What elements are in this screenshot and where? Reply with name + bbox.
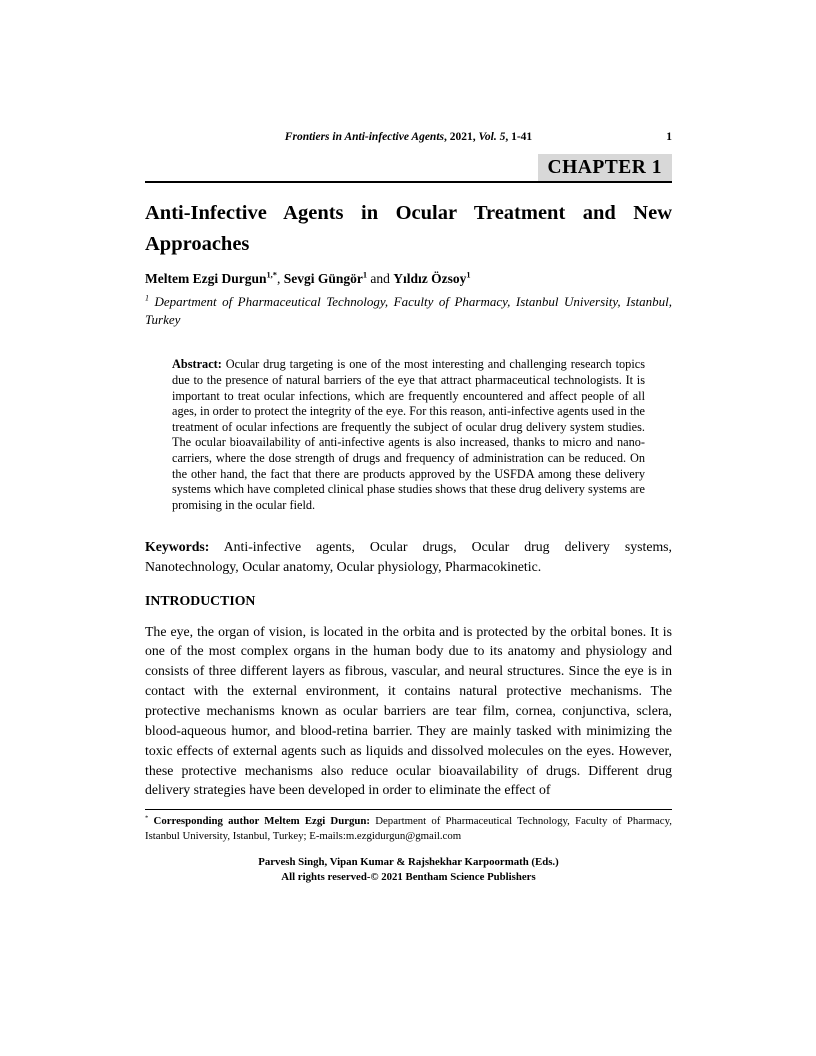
- journal-pages: , 1-41: [505, 131, 533, 143]
- keywords-text: Anti-infective agents, Ocular drugs, Ocular drug delivery systems, Nanotechnology, Ocular anatomy, Ocular physiology, Pharmacokinetic.: [145, 538, 672, 574]
- introduction-paragraph: The eye, the organ of vision, is located in the orbita and is protected by the orbital bones. It is one of the most complex organs in the human body due to its anatomy and physiology and consists of three different layers as fibrous, vascular, and neural structures. Since the eye is in contact with the external environment, it contains natural protective mechanisms. The protective mechanisms known as ocular barriers are tear film, cornea, conjunctiva, sclera, blood-aqueous humor, and blood-retina barrier. They are mainly tasked with minimizing the toxic effects of external agents such as liquids and dissolved molecules on the eyes. However, these protective mechanisms also reduce ocular bioavailability of drugs. Different drug delivery strategies have been developed in order to eliminate the effect of: [145, 623, 672, 798]
- chapter-banner-row: [145, 154, 672, 183]
- editors-line: Parvesh Singh, Vipan Kumar & Rajshekhar Karpoormath (Eds.): [258, 856, 559, 869]
- author-3: Yıldız Özsoy: [393, 271, 467, 287]
- corresponding-author-footnote: [145, 810, 672, 843]
- abstract-label: Abstract:: [172, 357, 222, 372]
- article-title: Anti-Infective Agents in Ocular Treatment and New Approaches: [145, 202, 672, 256]
- author-line: [145, 271, 672, 287]
- footnote-text: Department of Pharmaceutical Technology, Faculty of Pharmacy, Istanbul University, Istanbul, Turkey; E-mails:m.ezgidurgun@gmail.com: [145, 815, 672, 842]
- keywords: [145, 537, 672, 577]
- section-heading-introduction: INTRODUCTION: [145, 592, 256, 608]
- journal-citation: [175, 131, 642, 143]
- journal-volume: Vol. 5: [478, 131, 506, 143]
- author-2-affmark: 1: [362, 270, 368, 280]
- affiliation-mark: 1: [145, 293, 150, 303]
- publisher-footer: [145, 855, 672, 884]
- affiliation: [145, 293, 672, 328]
- text-block: [145, 0, 672, 884]
- author-separator: ,: [276, 271, 284, 287]
- copyright-line: All rights reserved-© 2021 Bentham Science Publishers: [281, 870, 536, 883]
- abstract-text: Ocular drug targeting is one of the most interesting and challenging research topics due to the presence of natural barriers of the eye that attract pharmaceutical technologists. It is important to treat ocular infections, which are frequently encountered and affect people of all ages, in order to protect the integrity of the eye. For this reason, anti-infective agents used in the treatment of ocular infections are frequently the subject of ocular drug delivery system studies. The ocular bioavailability of anti-infective agents is also increased, thanks to micro and nano-carriers, where the dose strength of drugs and frequency of administration can be reduced. On the other hand, the fact that there are products approved by the USFDA among these delivery systems which have completed clinical phase studies shows that these drug delivery systems are promising in the ocular field.: [172, 357, 645, 512]
- author-conjunction: and: [367, 271, 394, 287]
- footnote-marker: *: [145, 814, 149, 822]
- journal-title: Frontiers in Anti-infective Agents: [284, 131, 444, 143]
- footnote-label: Corresponding author Meltem Ezgi Durgun:: [148, 815, 371, 828]
- keywords-label: Keywords:: [145, 538, 210, 554]
- author-2: Sevgi Güngör: [283, 271, 363, 287]
- chapter-label: CHAPTER 1: [538, 154, 672, 181]
- abstract: [172, 357, 645, 513]
- page-number: 1: [666, 131, 672, 143]
- author-1-affmark: 1,*: [266, 270, 277, 280]
- affiliation-text: Department of Pharmaceutical Technology, Faculty of Pharmacy, Istanbul University, Istanbul, Turkey: [145, 294, 672, 327]
- journal-year: , 2021,: [444, 131, 479, 143]
- author-3-affmark: 1: [466, 270, 471, 280]
- author-1: Meltem Ezgi Durgun: [145, 271, 267, 287]
- running-head: [145, 131, 672, 143]
